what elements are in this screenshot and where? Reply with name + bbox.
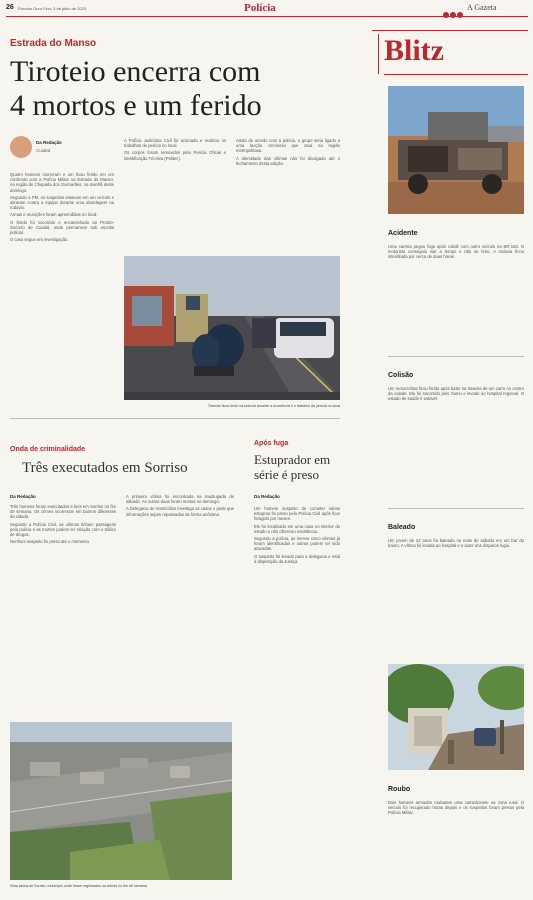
sidebar-heading-0: Acidente xyxy=(388,230,418,237)
story3-headline-line1: Estuprador em xyxy=(254,452,331,467)
main-headline-line2: 4 mortos e um ferido xyxy=(10,89,262,122)
main-body-col3: Ainda de acordo com a polícia, o grupo seria ligado a uma facção criminosa que atua na região metropolitana. A identidade das vítimas não foi divulgada até o fechamento desta edição. xyxy=(236,138,340,166)
brand-dots xyxy=(443,5,463,23)
main-story-divider xyxy=(10,418,340,419)
header-rule xyxy=(6,16,528,17)
byline-role: Cuiabá xyxy=(36,148,51,153)
story3-kicker: Após fuga xyxy=(254,440,289,447)
aerial-photo-caption: Vista aérea de Sorriso, município onde foram registrados os crimes no fim de semana xyxy=(10,884,147,888)
main-body-col1: Quatro homens morreram e um ficou ferido em um confronto com a Polícia Militar na Estrada do Manso, na região de Chapada dos Guimarães, na manhã deste domingo. Segundo a PM, os suspeitos estavam em um veículo e atiraram contra a equipe durante uma abordagem na rodovia. Armas e munições foram apreendidas no local. O ferido foi socorrido e encaminhado ao Pronto-Socorro de Cuiabá, onde permanece sob escolta policial. O caso segue em investigação. xyxy=(10,172,114,243)
main-body-col2: A Polícia Judiciária Civil foi acionada e realizou os trabalhos de perícia no local. Os corpos foram removidos pela Perícia Oficial e Identificação Técnica (Politec). xyxy=(124,138,226,161)
sidebar-text-1: Um motociclista ficou ferido após bater na traseira de um carro no centro da cidade. Ele foi socorrido pelo Samu e levado ao hospital regional. O estado de saúde é estável. xyxy=(388,386,524,402)
sidebar-vertical-rule xyxy=(378,34,379,74)
main-kicker: Estrada do Manso xyxy=(10,38,97,49)
section-title: Polícia xyxy=(244,2,276,14)
sidebar-heading-3: Roubo xyxy=(388,786,411,793)
sidebar-text-3: Dois homens armados roubaram uma caminhonete na zona rural. O veículo foi recuperado horas depois e os suspeitos foram presos pela Polícia Militar. xyxy=(388,800,524,816)
story2-byline: Da Redação xyxy=(10,494,36,499)
story2-headline: Três executados em Sorriso xyxy=(22,460,188,476)
aerial-photo xyxy=(10,722,232,880)
sidebar-divider-1 xyxy=(388,508,524,509)
highway-photo xyxy=(124,256,340,400)
sidebar-text-2: Um jovem de 22 anos foi baleado na noite de sábado em um bar do bairro. A vítima foi levada ao hospital e o autor dos disparos fugiu. xyxy=(388,538,524,549)
story3-headline-line2: série é preso xyxy=(254,467,319,482)
highway-photo-caption: Trânsito ficou lento na rodovia durante a ocorrência e o trabalho da perícia no local xyxy=(207,404,340,408)
road-photo xyxy=(388,664,524,770)
page-number: 26 xyxy=(6,4,14,11)
sidebar-title: Blitz xyxy=(384,34,444,67)
sidebar-title-rule xyxy=(384,74,528,75)
sidebar-top-rule xyxy=(372,30,528,31)
story2-kicker: Onda de criminalidade xyxy=(10,446,86,453)
story2-body-col1: Três homens foram executados a tiros em Sorriso no fim de semana. Os crimes ocorreram em bairros diferentes da cidade. Segundo a Polícia Civil, as vítimas tinham passagens pela polícia e as mortes podem ter relação com o tráfico de drogas. Nenhum suspeito foi preso até o momento. xyxy=(10,504,116,545)
story2-body-col2: A primeira vítima foi encontrada na madrugada de sábado. As outras duas foram mortas no domingo. A Delegacia de Homicídios investiga os casos e pede que informações sejam repassadas de forma anônima. xyxy=(126,494,234,517)
story3-byline: Da Redação xyxy=(254,494,280,499)
main-headline-line1: Tiroteio encerra com xyxy=(10,55,261,88)
story3-body: Um homem suspeito de cometer vários estupros foi preso pela Polícia Civil após ficar foragido por meses. Ele foi localizado em uma casa no interior do estado e não ofereceu resistência. Segundo a polícia, ao menos cinco vítimas já foram identificadas e outras podem ter sido atacadas. O suspeito foi levado para a delegacia e está à disposição da Justiça. xyxy=(254,506,340,564)
sidebar-divider-0 xyxy=(388,356,524,357)
sidebar-heading-2: Baleado xyxy=(388,524,416,531)
author-photo xyxy=(10,136,32,158)
sidebar-heading-1: Colisão xyxy=(388,372,414,379)
byline-name: Da Redação xyxy=(36,140,62,145)
brand-name: A Gazeta xyxy=(467,3,497,12)
date-line: Rondon Ouro Fino, 3 de julho de 2023 xyxy=(18,6,87,11)
burned-truck-photo xyxy=(388,86,524,214)
sidebar-text-0: Uma carreta pegou fogo após colidir com outro veículo na BR-163. O motorista conseguiu sair a tempo e não se feriu. A rodovia ficou interditada por cerca de duas horas. xyxy=(388,244,524,260)
